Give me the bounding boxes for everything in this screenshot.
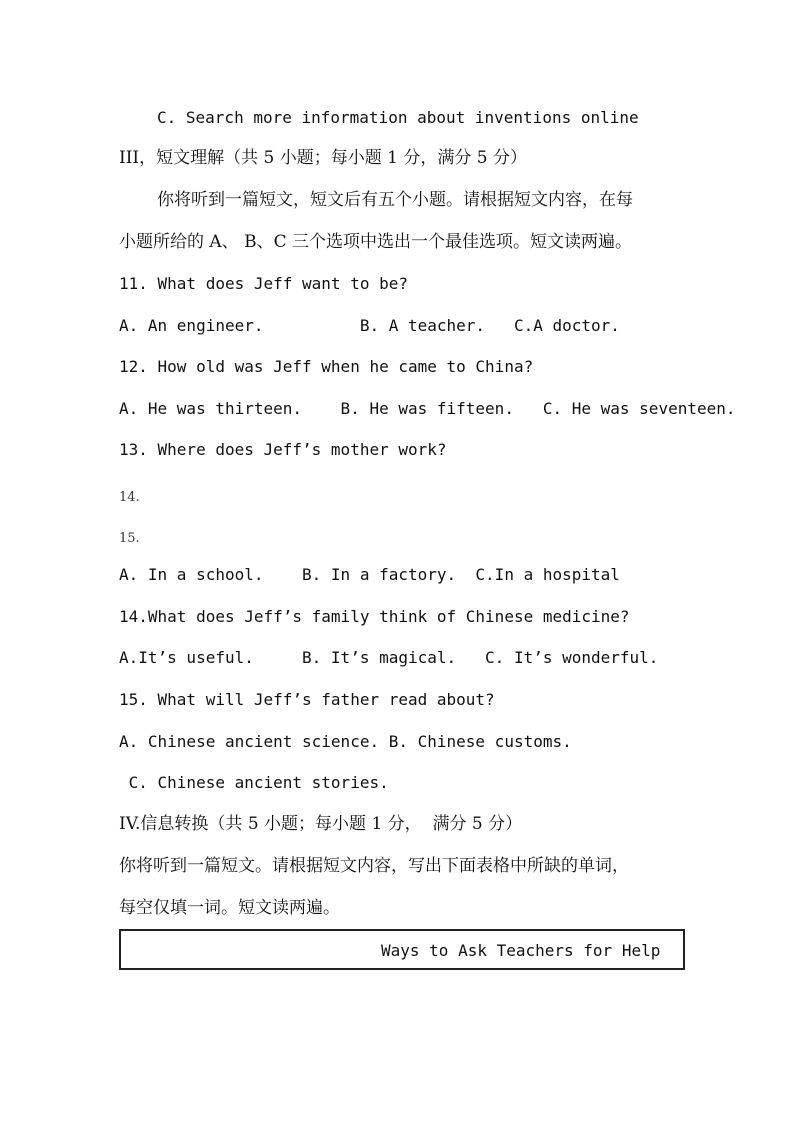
section-4-heading: IV.信息转换（共 5 小题；每小题 1 分， 满分 5 分） [119, 814, 523, 834]
stray-number-14: 14. [119, 490, 140, 505]
question-12-options: A. He was thirteen. B. He was fifteen. C. He was seventeen. [119, 399, 736, 418]
section-3-instruction-line2: 小题所给的 A、 B、C 三个选项中选出一个最佳选项。短文读两遍。 [119, 232, 632, 252]
question-12: 12. How old was Jeff when he came to China? [119, 357, 534, 376]
question-15-option-c: C. Chinese ancient stories. [119, 773, 389, 792]
question-15: 15. What will Jeff’s father read about? [119, 690, 495, 709]
question-11: 11. What does Jeff want to be? [119, 274, 408, 293]
section-4-instruction-line2: 每空仅填一词。短文读两遍。 [119, 898, 340, 918]
stray-number-15: 15. [119, 531, 140, 546]
question-15-options-ab: A. Chinese ancient science. B. Chinese customs. [119, 732, 572, 751]
question-13: 13. Where does Jeff’s mother work? [119, 440, 447, 459]
section-3-heading: III，短文理解（共 5 小题；每小题 1 分，满分 5 分） [119, 148, 528, 168]
section-3-instruction-line1: 你将听到一篇短文，短文后有五个小题。请根据短文内容，在每 [157, 190, 633, 210]
question-14-options: A.It’s useful. B. It’s magical. C. It’s wonderful. [119, 648, 659, 667]
section-4-instruction-line1: 你将听到一篇短文。请根据短文内容，写出下面表格中所缺的单词， [119, 856, 629, 876]
option-c-search-info: C. Search more information about inventions online [157, 108, 639, 127]
question-11-options: A. An engineer. B. A teacher. C.A doctor. [119, 316, 620, 335]
info-table-title: Ways to Ask Teachers for Help [381, 941, 661, 960]
question-14: 14.What does Jeff’s family think of Chinese medicine? [119, 607, 630, 626]
info-table [119, 929, 685, 970]
question-13-options: A. In a school. B. In a factory. C.In a hospital [119, 565, 620, 584]
